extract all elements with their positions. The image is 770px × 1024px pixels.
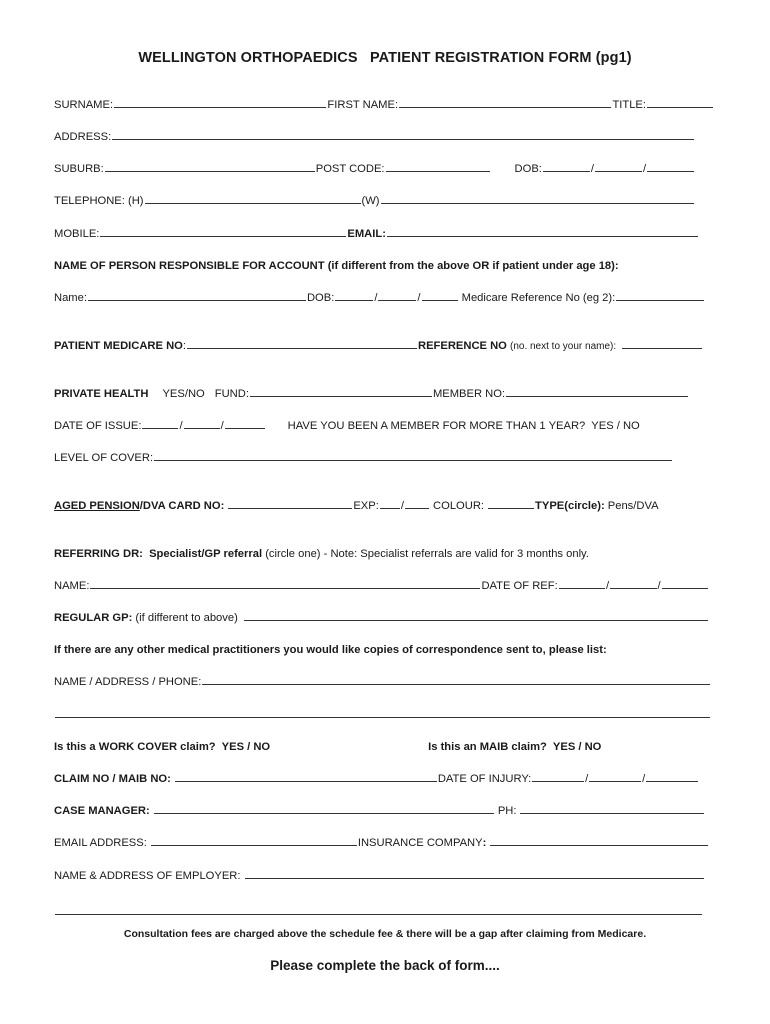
row-names	[54, 93, 714, 111]
first-name-field[interactable]	[399, 106, 611, 108]
address-field[interactable]	[112, 138, 694, 140]
date-slash: /	[642, 163, 647, 175]
level-of-cover-label: LEVEL OF COVER:	[54, 452, 154, 464]
responsible-dob-year-field[interactable]	[422, 299, 458, 301]
email-address-field[interactable]	[151, 844, 357, 846]
member-no-field[interactable]	[506, 395, 688, 397]
date-slash: /	[417, 292, 421, 304]
medicare-ref-eg-label: Medicare Reference No (eg 2):	[461, 292, 616, 304]
post-code-label: POST CODE:	[315, 163, 385, 175]
dva-card-field[interactable]	[228, 507, 352, 509]
responsible-dob-month-field[interactable]	[378, 299, 416, 301]
responsible-dob-day-field[interactable]	[335, 299, 373, 301]
date-slash: /	[590, 163, 594, 175]
colour-label: COLOUR:	[433, 500, 485, 512]
continuation-field[interactable]	[55, 716, 710, 718]
case-manager-field[interactable]	[154, 812, 494, 814]
row-private-health	[54, 382, 714, 400]
complete-back-note: Please complete the back of form....	[270, 958, 500, 973]
title-field[interactable]	[647, 106, 713, 108]
row-case-manager	[54, 799, 714, 817]
consultation-note: Consultation fees are charged above the schedule fee & there will be a gap after claiming from Medicare.	[123, 928, 647, 940]
referring-note: (circle one) - Note: Specialist referrals are valid for 3 months only.	[265, 548, 589, 560]
name-address-phone-field[interactable]	[202, 683, 710, 685]
row-other-heading	[54, 638, 714, 656]
row-claim-no	[54, 767, 714, 785]
referring-dr-label[interactable]: REFERRING DR: Specialist/GP referral	[54, 548, 263, 560]
patient-medicare-field[interactable]	[187, 347, 417, 349]
employer-continuation-field[interactable]	[55, 913, 702, 915]
patient-medicare-label: PATIENT MEDICARE NO	[54, 340, 183, 352]
pens-dva-options[interactable]: Pens/DVA	[607, 500, 659, 512]
suburb-label: SUBURB:	[54, 163, 104, 175]
ref-name-label: NAME:	[54, 580, 90, 592]
responsible-dob-label: DOB:	[306, 292, 335, 304]
form-title: WELLINGTON ORTHOPAEDICS PATIENT REGISTRATION FORM (pg1)	[138, 50, 632, 66]
maib-question[interactable]: Is this an MAIB claim? YES / NO	[428, 741, 602, 753]
fund-label: FUND:	[214, 388, 249, 400]
ref-day-field[interactable]	[559, 587, 605, 589]
first-name-label: FIRST NAME:	[327, 99, 399, 111]
row-regular-gp	[54, 606, 714, 624]
responsible-name-field[interactable]	[88, 299, 306, 301]
row-responsible	[54, 286, 714, 304]
responsible-heading: NAME OF PERSON RESPONSIBLE FOR ACCOUNT (if different from the above OR if patient under age 18):	[54, 260, 619, 272]
surname-label: SURNAME:	[54, 99, 114, 111]
ref-year-field[interactable]	[662, 587, 708, 589]
row-medicare	[54, 334, 714, 352]
row-referring	[54, 542, 714, 560]
row-employer	[54, 864, 714, 882]
suburb-field[interactable]	[105, 170, 315, 172]
injury-day-field[interactable]	[532, 780, 584, 782]
row-suburb	[54, 157, 714, 175]
row-pension	[54, 494, 714, 512]
ph-label: PH:	[497, 805, 517, 817]
injury-month-field[interactable]	[589, 780, 641, 782]
work-cover-question[interactable]: Is this a WORK COVER claim? YES / NO	[54, 741, 271, 753]
surname-field[interactable]	[114, 106, 326, 108]
reference-no-label: REFERENCE NO	[417, 340, 507, 352]
dob-label: DOB:	[514, 163, 542, 175]
email-address-label: EMAIL ADDRESS:	[54, 837, 147, 849]
date-of-issue-label: DATE OF ISSUE:	[54, 420, 142, 432]
regular-gp-field[interactable]	[244, 619, 708, 621]
claim-no-label: CLAIM NO / MAIB NO:	[54, 773, 171, 785]
date-of-injury-label: DATE OF INJURY:	[437, 773, 532, 785]
exp-label: EXP:	[353, 500, 379, 512]
member-no-label: MEMBER NO:	[432, 388, 506, 400]
row-claim-questions	[54, 735, 714, 753]
case-manager-label: CASE MANAGER:	[54, 805, 150, 817]
reference-note: (no. next to your name):	[509, 341, 617, 352]
colon: :	[482, 837, 487, 849]
fund-field[interactable]	[250, 395, 432, 397]
dob-day-field[interactable]	[543, 170, 590, 172]
exp-year-field[interactable]	[405, 507, 429, 509]
ph-field[interactable]	[520, 812, 704, 814]
telephone-home-field[interactable]	[145, 202, 361, 204]
date-slash: /	[374, 292, 378, 304]
row-telephone	[54, 189, 714, 207]
private-health-label: PRIVATE HEALTH	[54, 388, 149, 400]
employer-label: NAME & ADDRESS OF EMPLOYER:	[54, 870, 241, 882]
dva-card-label: /DVA CARD NO:	[139, 500, 225, 512]
date-of-ref-label: DATE OF REF:	[481, 580, 558, 592]
issue-year-field[interactable]	[225, 427, 265, 429]
telephone-work-label: (W)	[361, 195, 380, 207]
row-level-of-cover	[54, 446, 714, 464]
row-address	[54, 125, 714, 143]
row-blank-2	[54, 900, 714, 918]
row-ref-name	[54, 574, 714, 592]
date-slash: /	[220, 420, 224, 432]
row-mobile	[54, 222, 714, 240]
row-email-insurance	[54, 831, 714, 849]
telephone-home-label: TELEPHONE: (H)	[54, 195, 144, 207]
insurance-company-label: INSURANCE COMPANY	[357, 837, 483, 849]
private-health-yes-no[interactable]: YES/NO	[162, 388, 205, 400]
claim-no-field[interactable]	[175, 780, 437, 782]
email-field[interactable]	[387, 235, 698, 237]
insurance-company-field[interactable]	[490, 844, 708, 846]
title-label: TITLE:	[612, 99, 647, 111]
reference-no-field[interactable]	[622, 347, 702, 349]
level-of-cover-field[interactable]	[154, 459, 672, 461]
post-code-field[interactable]	[386, 170, 490, 172]
aged-pension-label: AGED PENSION	[54, 500, 140, 512]
regular-gp-note: (if different to above)	[135, 612, 238, 624]
member-year-question[interactable]: HAVE YOU BEEN A MEMBER FOR MORE THAN 1 YEAR? YES / NO	[287, 420, 640, 432]
date-slash: /	[400, 500, 404, 512]
email-label: EMAIL:	[347, 228, 386, 240]
exp-month-field[interactable]	[380, 507, 400, 509]
ref-name-field[interactable]	[90, 587, 480, 589]
date-slash: /	[642, 773, 646, 785]
other-practitioners-heading: If there are any other medical practitioners you would like copies of correspondence sent to, please list:	[54, 644, 607, 656]
colon: :	[182, 340, 186, 352]
row-blank-1	[54, 703, 714, 721]
injury-year-field[interactable]	[646, 780, 698, 782]
colour-field[interactable]	[488, 507, 534, 509]
responsible-medicare-ref-field[interactable]	[616, 299, 704, 301]
employer-field[interactable]	[245, 877, 705, 879]
row-date-of-issue	[54, 414, 714, 432]
row-name-address-phone	[54, 670, 714, 688]
row-responsible-heading	[54, 254, 714, 272]
mobile-label: MOBILE:	[54, 228, 100, 240]
telephone-work-field[interactable]	[381, 202, 694, 204]
dob-month-field[interactable]	[595, 170, 642, 172]
ref-month-field[interactable]	[610, 587, 656, 589]
regular-gp-label: REGULAR GP:	[54, 612, 133, 624]
date-slash: /	[585, 773, 589, 785]
date-slash: /	[657, 580, 661, 592]
responsible-name-label: Name:	[54, 292, 87, 304]
issue-month-field[interactable]	[184, 427, 220, 429]
date-slash: /	[179, 420, 183, 432]
date-slash: /	[606, 580, 610, 592]
name-address-phone-label: NAME / ADDRESS / PHONE:	[54, 676, 202, 688]
issue-day-field[interactable]	[142, 427, 178, 429]
dob-year-field[interactable]	[647, 170, 694, 172]
mobile-field[interactable]	[100, 235, 346, 237]
type-circle-label: TYPE(circle):	[535, 500, 605, 512]
address-label: ADDRESS:	[54, 131, 112, 143]
